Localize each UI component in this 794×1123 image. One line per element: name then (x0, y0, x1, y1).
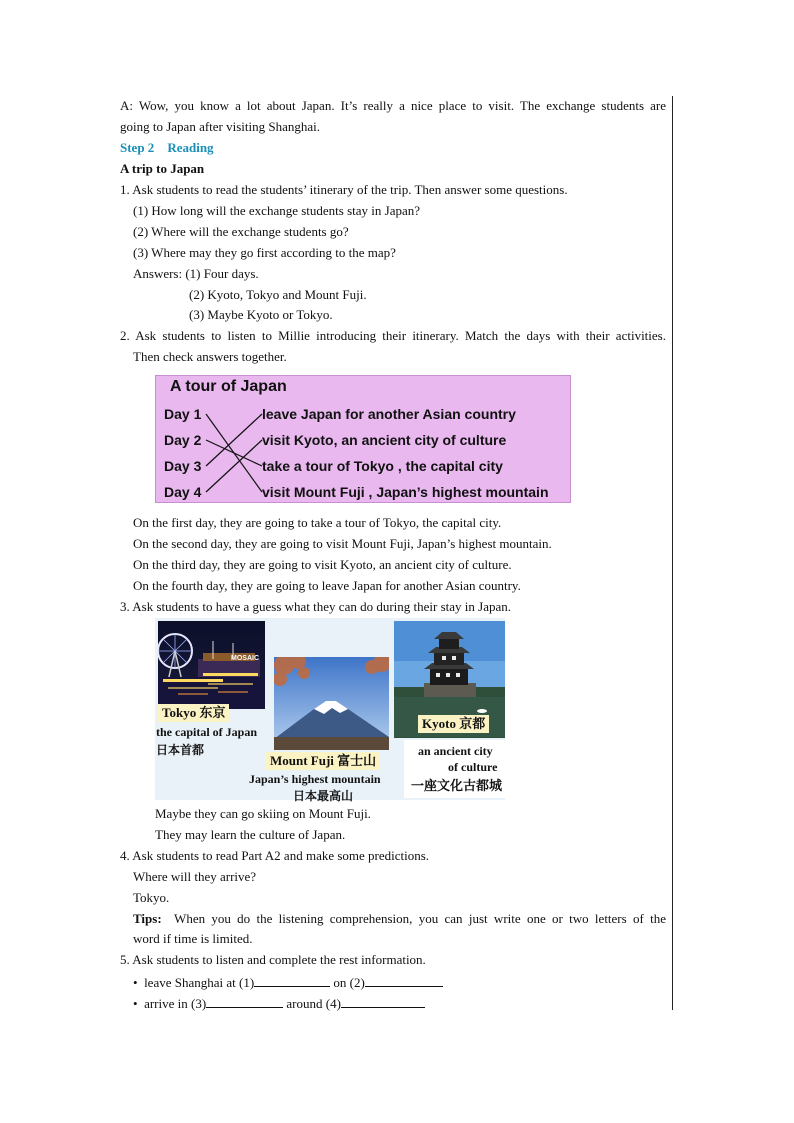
mosaic-sign: MOSAIC (231, 655, 259, 662)
task2-instruction-2: Then check answers together. (133, 349, 287, 364)
kyoto-tag: Kyoto 京都 (418, 715, 489, 733)
step-title: Reading (167, 140, 214, 155)
bullet-2-part-a: arrive in (3) (144, 996, 207, 1011)
match-line-day2 (206, 440, 262, 466)
section-title: A trip to Japan (120, 161, 205, 176)
tour-day-1: Day 1 (164, 406, 202, 422)
task2-instruction-1: 2. Ask students to listen to Millie introducing their itinerary. Match the days with their activities. (120, 328, 666, 343)
japan-pictures (155, 618, 505, 803)
tour-activity-2: visit Kyoto, an ancient city of culture (262, 432, 507, 448)
task5-instruction: 5. Ask students to listen and complete the rest information. (120, 952, 426, 967)
task4-question: Where will they arrive? (133, 869, 257, 884)
task5-bullet-1 (133, 973, 443, 991)
task1-question-2: (2) Where will the exchange students go? (133, 224, 349, 239)
bullet-icon: • (133, 975, 138, 990)
tips-text-1: When you do the listening comprehension, you can just write one or two letters of the (174, 911, 667, 926)
kyoto-caption-en-1: an ancient city (418, 744, 493, 758)
sentence-3: On the third day, they are going to visit Kyoto, an ancient city of culture. (133, 557, 512, 572)
tour-day-3: Day 3 (164, 458, 202, 474)
task1-answer-2: (2) Kyoto, Tokyo and Mount Fuji. (189, 287, 367, 302)
tokyo-caption-cn: 日本首都 (156, 743, 205, 757)
blank-1[interactable] (254, 973, 330, 987)
bullet-1-part-b: on (2) (333, 975, 365, 990)
kyoto-caption-en-2: of culture (448, 760, 498, 774)
task5-bullet-2 (133, 994, 425, 1012)
tour-day-2: Day 2 (164, 432, 202, 448)
tour-title: A tour of Japan (170, 378, 287, 395)
tips-line-2: word if time is limited. (133, 931, 253, 946)
bullet-icon: • (133, 996, 138, 1011)
tour-activity-1: leave Japan for another Asian country (262, 406, 516, 422)
tokyo-picture (158, 621, 265, 709)
guess-1: Maybe they can go skiing on Mount Fuji. (155, 806, 371, 821)
task3-instruction: 3. Ask students to have a guess what they can do during their stay in Japan. (120, 599, 512, 614)
task1-answer-3: (3) Maybe Kyoto or Tokyo. (189, 307, 333, 322)
intro-line-2: going to Japan after visiting Shanghai. (120, 119, 321, 134)
blank-4[interactable] (341, 994, 425, 1008)
step-label: Step 2 (120, 140, 155, 155)
task1-instruction: 1. Ask students to read the students’ itinerary of the trip. Then answer some questions. (120, 182, 568, 197)
fuji-caption-cn: 日本最高山 (293, 789, 354, 803)
tips-label: Tips: (133, 911, 162, 926)
task4-answer: Tokyo. (133, 890, 170, 905)
task4-instruction: 4. Ask students to read Part A2 and make some predictions. (120, 848, 430, 863)
task1-question-1: (1) How long will the exchange students stay in Japan? (133, 203, 421, 218)
fuji-caption-en: Japan’s highest mountain (249, 772, 381, 786)
step-heading (120, 140, 214, 156)
match-line-day3 (206, 414, 262, 466)
tips-line-1 (133, 911, 666, 927)
sentence-2: On the second day, they are going to visit Mount Fuji, Japan’s highest mountain. (133, 536, 552, 551)
tokyo-tag: Tokyo 东京 (158, 704, 229, 722)
bullet-1-part-a: leave Shanghai at (1) (144, 975, 255, 990)
blank-2[interactable] (365, 973, 443, 987)
tour-matching-box (155, 375, 571, 503)
tour-activity-4: visit Mount Fuji , Japan’s highest mountain (262, 484, 549, 500)
task1-answer-1: Answers: (1) Four days. (133, 266, 259, 281)
blank-3[interactable] (206, 994, 283, 1008)
page-margin-rule (672, 96, 673, 1010)
tour-day-4: Day 4 (164, 484, 202, 500)
kyoto-caption-cn: 一座文化古都城 (411, 778, 503, 793)
sentence-4: On the fourth day, they are going to leave Japan for another Asian country. (133, 578, 521, 593)
intro-line-1: A: Wow, you know a lot about Japan. It’s really a nice place to visit. The exchange students are (120, 98, 666, 113)
task1-question-3: (3) Where may they go first according to the map? (133, 245, 396, 260)
match-line-day4 (206, 440, 262, 492)
fuji-tag: Mount Fuji 富士山 (266, 752, 380, 770)
tour-activity-3: take a tour of Tokyo , the capital city (262, 458, 503, 474)
guess-2: They may learn the culture of Japan. (155, 827, 346, 842)
sentence-1: On the first day, they are going to take a tour of Tokyo, the capital city. (133, 515, 502, 530)
bullet-2-part-b: around (4) (286, 996, 341, 1011)
tokyo-caption-en: the capital of Japan (156, 725, 258, 739)
fuji-picture (274, 657, 389, 750)
